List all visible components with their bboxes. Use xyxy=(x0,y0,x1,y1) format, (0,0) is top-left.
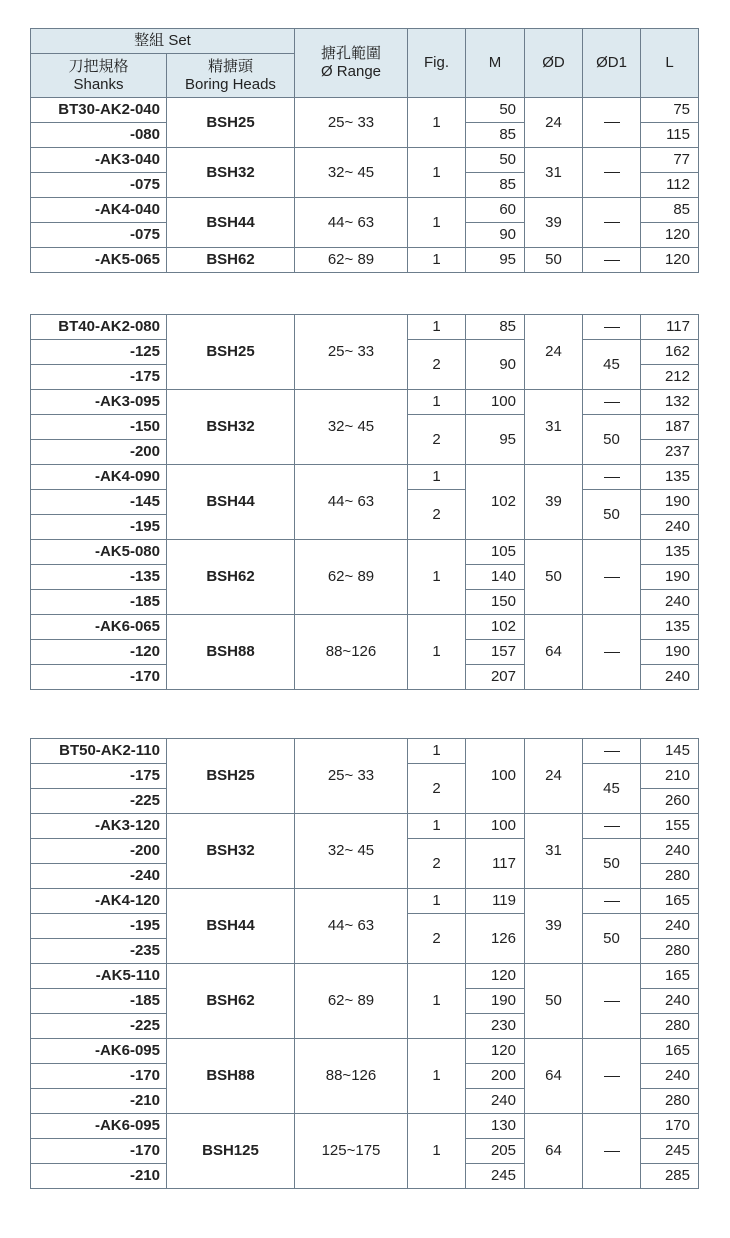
table-row xyxy=(31,465,699,490)
l-cell: 210 xyxy=(641,764,699,789)
m-cell: 120 xyxy=(466,1039,525,1064)
l-cell: 155 xyxy=(641,814,699,839)
shank-cell: -080 xyxy=(31,123,167,148)
m-cell: 120 xyxy=(466,964,525,989)
boring-head-cell: BSH25 xyxy=(167,315,295,390)
m-cell: 245 xyxy=(466,1164,525,1189)
d1-cell xyxy=(583,315,641,340)
d-cell: 64 xyxy=(525,1114,583,1189)
range-cell: 62~ 89 xyxy=(295,964,408,1039)
m-cell: 230 xyxy=(466,1014,525,1039)
shanks-header-en: Shanks xyxy=(73,75,124,93)
range-header-en: Ø Range xyxy=(320,63,382,80)
l-cell: 280 xyxy=(641,1014,699,1039)
boring-head-cell: BSH88 xyxy=(167,1039,295,1114)
m-cell: 140 xyxy=(466,565,525,590)
shank-cell: -150 xyxy=(31,415,167,440)
shank-cell: -175 xyxy=(31,764,167,789)
l-cell: 260 xyxy=(641,789,699,814)
d1-cell xyxy=(583,148,641,198)
d1-cell xyxy=(583,964,641,1039)
shank-cell: -145 xyxy=(31,490,167,515)
fig-cell: 1 xyxy=(408,814,466,839)
table-row xyxy=(31,964,699,989)
fig-cell: 1 xyxy=(408,889,466,914)
d1-cell: 50 xyxy=(583,914,641,964)
l-cell: 187 xyxy=(641,415,699,440)
d1-cell xyxy=(583,98,641,148)
shank-cell: -AK5-110 xyxy=(31,964,167,989)
d1-cell: 50 xyxy=(583,839,641,889)
boring-head-cell: BSH44 xyxy=(167,465,295,540)
m-cell: 190 xyxy=(466,989,525,1014)
table-row xyxy=(31,889,699,914)
shank-cell: -AK3-120 xyxy=(31,814,167,839)
dash-mark xyxy=(604,327,620,328)
shank-cell: -210 xyxy=(31,1164,167,1189)
shank-cell: -AK4-040 xyxy=(31,198,167,223)
m-cell: 102 xyxy=(466,465,525,540)
boring-head-cell: BSH32 xyxy=(167,148,295,198)
boring-head-cell: BSH44 xyxy=(167,889,295,964)
fig-cell: 1 xyxy=(408,964,466,1039)
range-cell: 62~ 89 xyxy=(295,540,408,615)
fig-header: Fig. xyxy=(408,29,466,98)
m-cell: 119 xyxy=(466,889,525,914)
l-cell: 212 xyxy=(641,365,699,390)
boring-head-cell: BSH32 xyxy=(167,390,295,465)
d1-cell xyxy=(583,889,641,914)
range-cell: 32~ 45 xyxy=(295,814,408,889)
d-cell: 39 xyxy=(525,465,583,540)
d1-cell: 45 xyxy=(583,764,641,814)
l-cell: 132 xyxy=(641,390,699,415)
l-cell: 115 xyxy=(641,123,699,148)
table-row xyxy=(31,390,699,415)
dash-mark xyxy=(604,260,620,261)
d1-header: ØD1 xyxy=(583,29,641,98)
boring-head-cell: BSH32 xyxy=(167,814,295,889)
d1-cell xyxy=(583,1039,641,1114)
shanks-header xyxy=(31,54,167,98)
l-cell: 120 xyxy=(641,223,699,248)
l-header: L xyxy=(641,29,699,98)
table-row xyxy=(31,540,699,565)
shank-cell: -075 xyxy=(31,223,167,248)
d-cell: 50 xyxy=(525,964,583,1039)
fig-cell: 2 xyxy=(408,764,466,814)
d-cell: 24 xyxy=(525,739,583,814)
shank-cell: -AK3-040 xyxy=(31,148,167,173)
m-cell: 100 xyxy=(466,739,525,814)
l-cell: 240 xyxy=(641,665,699,690)
fig-cell: 2 xyxy=(408,914,466,964)
d-cell: 50 xyxy=(525,248,583,273)
fig-cell: 1 xyxy=(408,465,466,490)
dash-mark xyxy=(604,1076,620,1077)
set-header: 整組 Set xyxy=(31,29,295,54)
m-cell: 100 xyxy=(466,390,525,415)
shank-cell: -170 xyxy=(31,1064,167,1089)
dash-mark xyxy=(604,222,620,223)
dash-mark xyxy=(604,652,620,653)
shank-cell: -135 xyxy=(31,565,167,590)
boring-head-cell: BSH62 xyxy=(167,540,295,615)
d1-cell: 50 xyxy=(583,415,641,465)
range-cell: 32~ 45 xyxy=(295,390,408,465)
shank-cell: -195 xyxy=(31,515,167,540)
shank-cell: -075 xyxy=(31,173,167,198)
l-cell: 112 xyxy=(641,173,699,198)
table-row xyxy=(31,615,699,640)
range-cell: 88~126 xyxy=(295,615,408,690)
l-cell: 165 xyxy=(641,1039,699,1064)
fig-cell: 2 xyxy=(408,839,466,889)
m-cell: 117 xyxy=(466,839,525,889)
m-cell: 105 xyxy=(466,540,525,565)
d1-cell xyxy=(583,814,641,839)
shanks-header-cn: 刀把規格 xyxy=(68,57,129,75)
l-cell: 280 xyxy=(641,1089,699,1114)
fig-cell: 2 xyxy=(408,415,466,465)
fig-cell: 1 xyxy=(408,615,466,690)
l-cell: 240 xyxy=(641,515,699,540)
m-cell: 130 xyxy=(466,1114,525,1139)
range-cell: 44~ 63 xyxy=(295,198,408,248)
table-row xyxy=(31,1114,699,1139)
l-cell: 240 xyxy=(641,989,699,1014)
l-cell: 280 xyxy=(641,939,699,964)
m-cell: 50 xyxy=(466,98,525,123)
dash-mark xyxy=(604,577,620,578)
l-cell: 240 xyxy=(641,1064,699,1089)
table-row xyxy=(31,98,699,123)
l-cell: 190 xyxy=(641,490,699,515)
dash-mark xyxy=(604,172,620,173)
table-row xyxy=(31,739,699,764)
boring-head-cell: BSH62 xyxy=(167,248,295,273)
shank-cell: BT40-AK2-080 xyxy=(31,315,167,340)
m-cell: 95 xyxy=(466,415,525,465)
fig-cell: 1 xyxy=(408,315,466,340)
shank-cell: -AK4-090 xyxy=(31,465,167,490)
m-cell: 85 xyxy=(466,315,525,340)
shank-cell: BT50-AK2-110 xyxy=(31,739,167,764)
shank-cell: -225 xyxy=(31,1014,167,1039)
shank-cell: -170 xyxy=(31,1139,167,1164)
d-cell: 31 xyxy=(525,390,583,465)
l-cell: 170 xyxy=(641,1114,699,1139)
d1-cell xyxy=(583,540,641,615)
shank-cell: -175 xyxy=(31,365,167,390)
m-cell: 150 xyxy=(466,590,525,615)
l-cell: 135 xyxy=(641,465,699,490)
l-cell: 190 xyxy=(641,565,699,590)
dash-mark xyxy=(604,477,620,478)
fig-cell: 1 xyxy=(408,540,466,615)
range-cell: 88~126 xyxy=(295,1039,408,1114)
shank-cell: -170 xyxy=(31,665,167,690)
m-cell: 207 xyxy=(466,665,525,690)
m-cell: 90 xyxy=(466,340,525,390)
d1-cell xyxy=(583,248,641,273)
m-cell: 240 xyxy=(466,1089,525,1114)
l-cell: 240 xyxy=(641,839,699,864)
boring-head-cell: BSH62 xyxy=(167,964,295,1039)
shank-cell: -225 xyxy=(31,789,167,814)
d1-cell xyxy=(583,615,641,690)
range-cell: 25~ 33 xyxy=(295,315,408,390)
table-row xyxy=(31,814,699,839)
boring-head-cell: BSH25 xyxy=(167,98,295,148)
l-cell: 75 xyxy=(641,98,699,123)
shank-cell: -210 xyxy=(31,1089,167,1114)
range-cell: 44~ 63 xyxy=(295,889,408,964)
table-row xyxy=(31,198,699,223)
l-cell: 85 xyxy=(641,198,699,223)
shank-cell: -AK6-065 xyxy=(31,615,167,640)
d-cell: 64 xyxy=(525,1039,583,1114)
bt30-spec-table xyxy=(30,28,699,273)
d1-cell: 50 xyxy=(583,490,641,540)
fig-cell: 1 xyxy=(408,739,466,764)
d-cell: 64 xyxy=(525,615,583,690)
l-cell: 135 xyxy=(641,540,699,565)
m-header: M xyxy=(466,29,525,98)
m-cell: 60 xyxy=(466,198,525,223)
l-cell: 240 xyxy=(641,914,699,939)
shank-cell: -AK6-095 xyxy=(31,1114,167,1139)
l-cell: 117 xyxy=(641,315,699,340)
shank-cell: -AK4-120 xyxy=(31,889,167,914)
m-cell: 102 xyxy=(466,615,525,640)
dash-mark xyxy=(604,1001,620,1002)
dash-mark xyxy=(604,402,620,403)
m-cell: 50 xyxy=(466,148,525,173)
dash-mark xyxy=(604,1151,620,1152)
l-cell: 145 xyxy=(641,739,699,764)
shank-cell: -235 xyxy=(31,939,167,964)
table-row xyxy=(31,148,699,173)
d1-cell: 45 xyxy=(583,340,641,390)
fig-cell: 2 xyxy=(408,340,466,390)
boring-head-cell: BSH44 xyxy=(167,198,295,248)
d1-cell xyxy=(583,390,641,415)
fig-cell: 1 xyxy=(408,1114,466,1189)
l-cell: 162 xyxy=(641,340,699,365)
shank-cell: -240 xyxy=(31,864,167,889)
shank-cell: -195 xyxy=(31,914,167,939)
d-cell: 24 xyxy=(525,315,583,390)
fig-cell: 1 xyxy=(408,1039,466,1114)
boring-head-cell: BSH25 xyxy=(167,739,295,814)
dash-mark xyxy=(604,122,620,123)
l-cell: 165 xyxy=(641,889,699,914)
m-cell: 100 xyxy=(466,814,525,839)
fig-cell: 1 xyxy=(408,390,466,415)
d-cell: 39 xyxy=(525,198,583,248)
d1-cell xyxy=(583,198,641,248)
shank-cell: -200 xyxy=(31,839,167,864)
shank-cell: -AK5-080 xyxy=(31,540,167,565)
l-cell: 190 xyxy=(641,640,699,665)
m-cell: 200 xyxy=(466,1064,525,1089)
fig-cell: 2 xyxy=(408,490,466,540)
shank-cell: BT30-AK2-040 xyxy=(31,98,167,123)
d1-cell xyxy=(583,739,641,764)
d-cell: 39 xyxy=(525,889,583,964)
bt40-spec-table xyxy=(30,314,699,690)
range-cell: 32~ 45 xyxy=(295,148,408,198)
m-cell: 85 xyxy=(466,123,525,148)
range-header xyxy=(295,29,408,98)
d-cell: 31 xyxy=(525,814,583,889)
fig-cell: 1 xyxy=(408,148,466,198)
table-row xyxy=(31,315,699,340)
shank-cell: -120 xyxy=(31,640,167,665)
shank-cell: -125 xyxy=(31,340,167,365)
d-cell: 24 xyxy=(525,98,583,148)
d1-cell xyxy=(583,465,641,490)
l-cell: 120 xyxy=(641,248,699,273)
shank-cell: -185 xyxy=(31,590,167,615)
l-cell: 240 xyxy=(641,590,699,615)
boring-heads-header-en: Boring Heads xyxy=(185,75,276,93)
m-cell: 157 xyxy=(466,640,525,665)
d-header: ØD xyxy=(525,29,583,98)
shank-cell: -200 xyxy=(31,440,167,465)
shank-cell: -AK6-095 xyxy=(31,1039,167,1064)
l-cell: 280 xyxy=(641,864,699,889)
d-cell: 50 xyxy=(525,540,583,615)
boring-head-cell: BSH125 xyxy=(167,1114,295,1189)
fig-cell: 1 xyxy=(408,98,466,148)
boring-heads-header xyxy=(167,54,295,98)
range-cell: 62~ 89 xyxy=(295,248,408,273)
d-cell: 31 xyxy=(525,148,583,198)
dash-mark xyxy=(604,901,620,902)
d1-cell xyxy=(583,1114,641,1189)
m-cell: 126 xyxy=(466,914,525,964)
shank-cell: -AK3-095 xyxy=(31,390,167,415)
m-cell: 95 xyxy=(466,248,525,273)
range-cell: 125~175 xyxy=(295,1114,408,1189)
l-cell: 135 xyxy=(641,615,699,640)
m-cell: 205 xyxy=(466,1139,525,1164)
table-row xyxy=(31,1039,699,1064)
range-header-cn: 搪孔範圍 xyxy=(320,45,381,62)
l-cell: 245 xyxy=(641,1139,699,1164)
table-row xyxy=(31,248,699,273)
dash-mark xyxy=(604,826,620,827)
m-cell: 90 xyxy=(466,223,525,248)
m-cell: 85 xyxy=(466,173,525,198)
boring-head-cell: BSH88 xyxy=(167,615,295,690)
range-cell: 25~ 33 xyxy=(295,739,408,814)
l-cell: 237 xyxy=(641,440,699,465)
fig-cell: 1 xyxy=(408,248,466,273)
shank-cell: -185 xyxy=(31,989,167,1014)
boring-heads-header-cn: 精搪頭 xyxy=(207,57,253,75)
fig-cell: 1 xyxy=(408,198,466,248)
l-cell: 165 xyxy=(641,964,699,989)
l-cell: 77 xyxy=(641,148,699,173)
dash-mark xyxy=(604,751,620,752)
range-cell: 25~ 33 xyxy=(295,98,408,148)
bt50-spec-table xyxy=(30,738,699,1189)
shank-cell: -AK5-065 xyxy=(31,248,167,273)
range-cell: 44~ 63 xyxy=(295,465,408,540)
l-cell: 285 xyxy=(641,1164,699,1189)
